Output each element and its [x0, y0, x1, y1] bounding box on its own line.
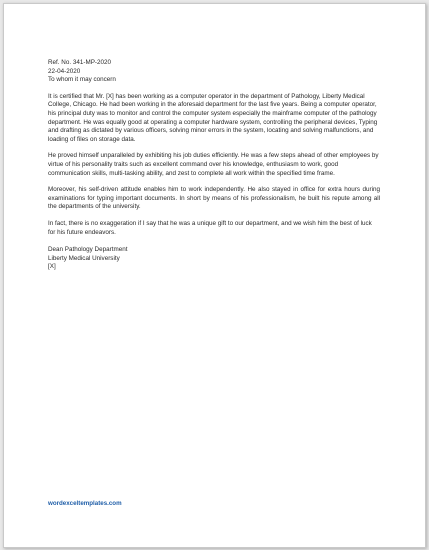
letter-content	[48, 59, 380, 272]
signatory-institution: Liberty Medical University	[48, 254, 120, 262]
letter-page	[3, 3, 426, 548]
body-paragraph-3: Moreover, his self-driven attitude enables him to work independently. He also stayed in office for extra hours during examinations for typing important documents. In short by means of his professionalism, he built his repute among all the departments of the university.	[48, 186, 380, 211]
signature-block	[48, 246, 380, 272]
signatory-name: [X]	[48, 263, 56, 271]
letter-date: 22-04-2020	[48, 67, 81, 75]
reference-number: Ref. No. 341-MP-2020	[48, 59, 111, 66]
body-paragraph-1: It is certified that Mr. [X] has been working as a computer operator in the department of Pathology, Liberty Medical College, Chicago. He had been working in the aforesaid department for the last five years. Being a computer operator, his principal duty was to monitor and control the computer system especially the mainframe computer of the pathology department. He was equally good at operating a computer hardware system, controlling the peripheral devices, Typing and drafting as dictated by various officers, solving minor errors in the system, locating and solving malfunctions, and loading of files on storage data.	[48, 92, 378, 143]
signatory-title: Dean Pathology Department	[48, 246, 128, 254]
salutation: To whom it may concern	[48, 76, 116, 84]
body-paragraph-4: In fact, there is no exaggeration if I say that he was a unique gift to our department, and we wish him the best of luck for his future endeavors.	[48, 219, 372, 236]
body-paragraph-2: He proved himself unparalleled by exhibiting his job duties efficiently. He was a few steps ahead of other employees by virtue of his personality traits such as excellent command over his knowledge, enthusiasm to work, good communication skills, multi-tasking ability, and zest to complete all work within the specified time frame.	[48, 152, 379, 177]
website-link[interactable]: wordexceltemplates.com	[48, 500, 122, 507]
